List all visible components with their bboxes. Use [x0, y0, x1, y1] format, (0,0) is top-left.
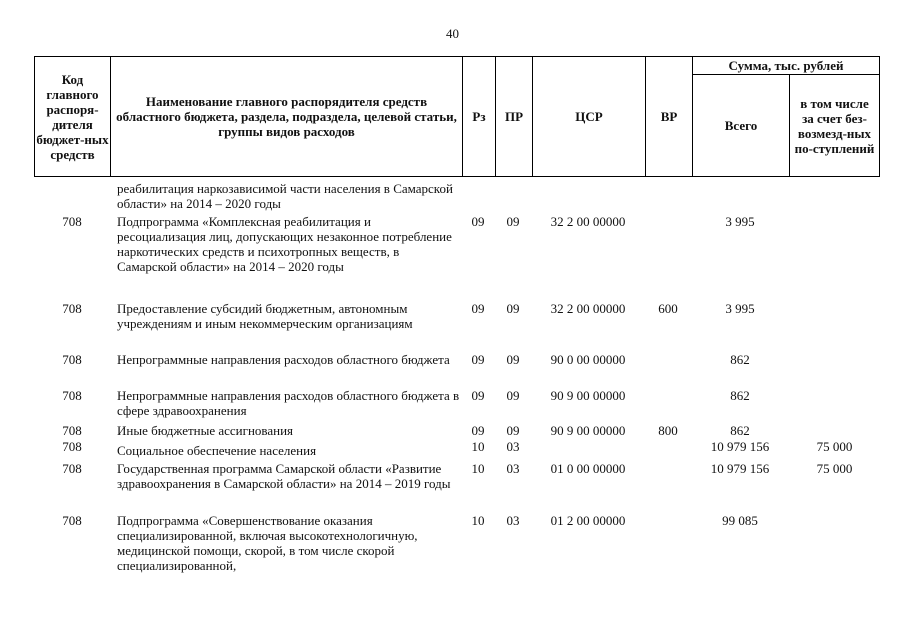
cell-total: 99 085 [722, 513, 758, 528]
cell-pr: 03 [506, 513, 520, 528]
header-name: Наименование главного распорядителя средств областного бюджета, раздела, подраздела, целевой статьи, группы видов расходов [116, 94, 457, 139]
cell-total: 10 979 156 [710, 461, 770, 476]
cell-csr: 01 0 00 00000 [550, 461, 626, 476]
cell-total: 862 [730, 352, 750, 367]
cell-code: 708 [62, 214, 82, 229]
cell-vr: 800 [658, 423, 678, 438]
cell-rz: 09 [471, 214, 485, 229]
cell-total: 10 979 156 [710, 439, 770, 454]
cell-free: 75 000 [816, 439, 853, 454]
cell-name: Подпрограмма «Комплексная реабилитация и ресоциализация лиц, допускающих незаконное потребление наркотических средств и психотропных веществ, в Самарской области» на 2014 – 2020 годы [117, 214, 452, 274]
cell-rz: 09 [471, 388, 485, 403]
header-total: Всего [724, 118, 758, 133]
cell-rz: 09 [471, 301, 485, 316]
table-header [34, 56, 880, 177]
header-sum-group: Сумма, тыс. рублей [728, 58, 844, 73]
cell-free: 75 000 [816, 461, 853, 476]
cell-code: 708 [62, 461, 82, 476]
cell-rz: 10 [471, 461, 485, 476]
cell-pr: 09 [506, 352, 520, 367]
cell-code: 708 [62, 513, 82, 528]
cell-pr: 09 [506, 423, 520, 438]
cell-csr: 90 9 00 00000 [550, 388, 626, 403]
cell-vr: 600 [658, 301, 678, 316]
cell-csr: 01 2 00 00000 [550, 513, 626, 528]
cell-rz: 09 [471, 352, 485, 367]
cell-total: 862 [730, 388, 750, 403]
cell-name: Иные бюджетные ассигнования [117, 423, 294, 438]
cell-code: 708 [62, 301, 82, 316]
cell-name: Непрограммные направления расходов областного бюджета [117, 352, 450, 367]
cell-code: 708 [62, 423, 82, 438]
header-csr: ЦСР [575, 109, 603, 124]
cell-pr: 09 [506, 214, 520, 229]
cell-csr: 32 2 00 00000 [550, 214, 626, 229]
cell-rz: 10 [471, 513, 485, 528]
cell-pr: 09 [506, 301, 520, 316]
header-vr: ВР [660, 109, 678, 124]
cell-total: 3 995 [725, 301, 755, 316]
cell-rz: 10 [471, 439, 485, 454]
cell-name: Предоставление субсидий бюджетным, автономным учреждениям и иным некоммерческим организациям [117, 301, 413, 331]
header-free-receipts: в том числе за счет без-возмезд-ных по-ступлений [794, 95, 875, 156]
cell-csr: 32 2 00 00000 [550, 301, 626, 316]
cell-code: 708 [62, 388, 82, 403]
cell-name: реабилитация наркозависимой части населения в Самарской области» на 2014 – 2020 годы [117, 181, 453, 211]
cell-csr: 90 9 00 00000 [550, 423, 626, 438]
cell-total: 862 [730, 423, 750, 438]
cell-csr: 90 0 00 00000 [550, 352, 626, 367]
cell-name: Социальное обеспечение населения [117, 443, 317, 458]
cell-code: 708 [62, 439, 82, 454]
header-rz: Рз [472, 109, 486, 124]
cell-rz: 09 [471, 423, 485, 438]
cell-name: Государственная программа Самарской области «Развитие здравоохранения в Самарской области» на 2014 – 2019 годы [117, 461, 451, 491]
header-code: Код главного распоря-дителя бюджет-ных средств [36, 71, 109, 162]
cell-code: 708 [62, 352, 82, 367]
page-number: 40 [446, 26, 459, 41]
cell-pr: 03 [506, 461, 520, 476]
cell-total: 3 995 [725, 214, 755, 229]
header-pr: ПР [504, 109, 524, 124]
cell-pr: 03 [506, 439, 520, 454]
cell-name: Подпрограмма «Совершенствование оказания специализированной, включая высокотехнологичную, медицинской помощи, скорой, в том числе скорой специализированной, [117, 513, 418, 573]
cell-pr: 09 [506, 388, 520, 403]
cell-name: Непрограммные направления расходов областного бюджета в сфере здравоохранения [117, 388, 460, 418]
